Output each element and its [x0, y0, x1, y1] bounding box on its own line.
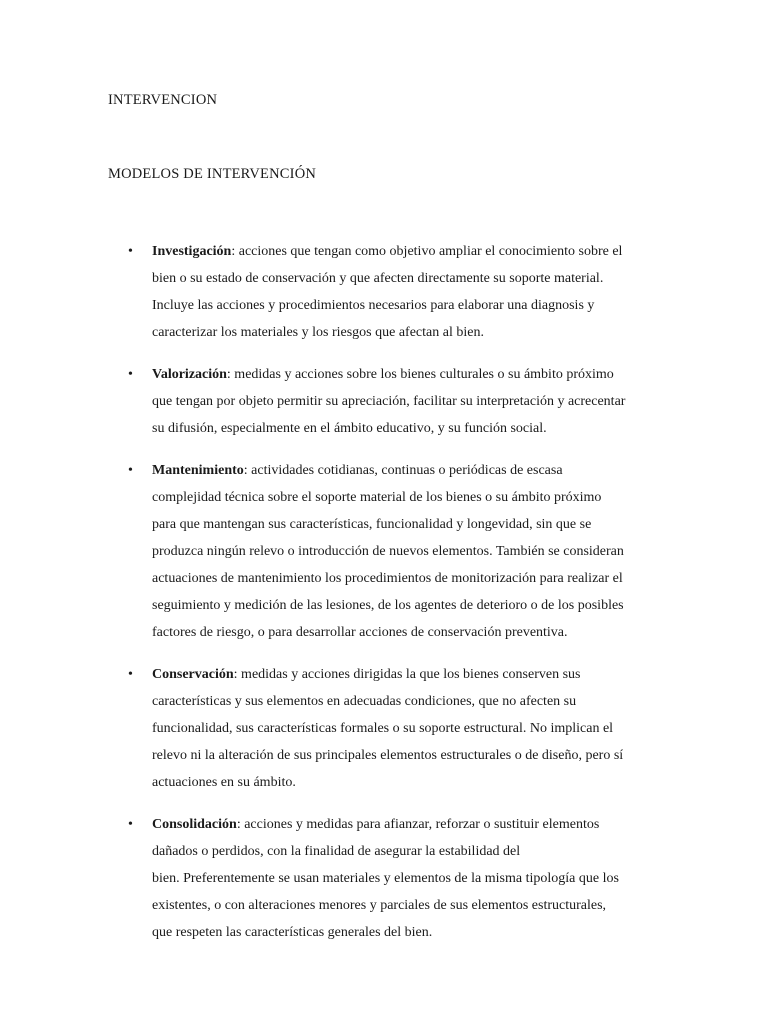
text-line: : medidas y acciones dirigidas la que los bienes conserven sus: [233, 667, 581, 682]
bullet-icon: •: [128, 463, 133, 478]
list-item-text: [152, 661, 662, 796]
text-line: produzca ningún relevo o introducción de nuevos elementos. También se consideran: [152, 544, 624, 559]
list-item-conservacion: [0, 661, 768, 796]
text-line: Incluye las acciones y procedimientos necesarios para elaborar una diagnosis y: [152, 298, 595, 313]
text-line: actuaciones de mantenimiento los procedimientos de monitorización para realizar el: [152, 571, 623, 586]
term-label: Conservación: [152, 667, 234, 682]
intervention-models-list: [0, 238, 768, 961]
bullet-icon: •: [128, 817, 133, 832]
text-line: dañados o perdidos, con la finalidad de asegurar la estabilidad del: [152, 844, 521, 859]
text-line: existentes, o con alteraciones menores y parciales de sus elementos estructurales,: [152, 898, 607, 913]
text-line: : acciones que tengan como objetivo ampliar el conocimiento sobre el: [231, 244, 623, 259]
text-line: bien. Preferentemente se usan materiales y elementos de la misma tipología que los: [152, 871, 619, 886]
list-item-mantenimiento: [0, 457, 768, 646]
text-line: : acciones y medidas para afianzar, reforzar o sustituir elementos: [236, 817, 600, 832]
text-line: : actividades cotidianas, continuas o periódicas de escasa: [243, 463, 563, 478]
text-line: que respeten las características generales del bien.: [152, 925, 433, 940]
list-item-valorizacion: [0, 361, 768, 442]
text-line: relevo ni la alteración de sus principales elementos estructurales o de diseño, pero sí: [152, 748, 624, 763]
document-title: INTERVENCION: [108, 92, 218, 108]
text-line: que tengan por objeto permitir su apreciación, facilitar su interpretación y acrecentar: [152, 394, 626, 409]
list-item-investigacion: [0, 238, 768, 346]
text-line: : medidas y acciones sobre los bienes culturales o su ámbito próximo: [226, 367, 614, 382]
text-line: seguimiento y medición de las lesiones, de los agentes de deterioro o de los posibles: [152, 598, 624, 613]
term-label: Investigación: [152, 244, 232, 259]
text-line: complejidad técnica sobre el soporte material de los bienes o su ámbito próximo: [152, 490, 602, 505]
bullet-icon: •: [128, 367, 133, 382]
text-line: para que mantengan sus características, funcionalidad y longevidad, sin que se: [152, 517, 592, 532]
text-line: actuaciones en su ámbito.: [152, 775, 296, 790]
term-label: Consolidación: [152, 817, 237, 832]
text-line: características y sus elementos en adecuadas condiciones, que no afecten su: [152, 694, 577, 709]
list-item-text: [152, 457, 662, 646]
bullet-icon: •: [128, 244, 133, 259]
term-label: Mantenimiento: [152, 463, 244, 478]
text-line: bien o su estado de conservación y que afecten directamente su soporte material.: [152, 271, 604, 286]
list-item-consolidacion: [0, 811, 768, 946]
text-line: funcionalidad, sus características formales o su soporte estructural. No implican el: [152, 721, 614, 736]
list-item-text: [152, 238, 662, 346]
bullet-icon: •: [128, 667, 133, 682]
list-item-text: [152, 811, 662, 946]
term-label: Valorización: [152, 367, 227, 382]
text-line: factores de riesgo, o para desarrollar acciones de conservación preventiva.: [152, 625, 568, 640]
text-line: caracterizar los materiales y los riesgos que afectan al bien.: [152, 325, 484, 340]
section-heading: MODELOS DE INTERVENCIÓN: [108, 166, 317, 182]
text-line: su difusión, especialmente en el ámbito educativo, y su función social.: [152, 421, 547, 436]
list-item-text: [152, 361, 662, 442]
